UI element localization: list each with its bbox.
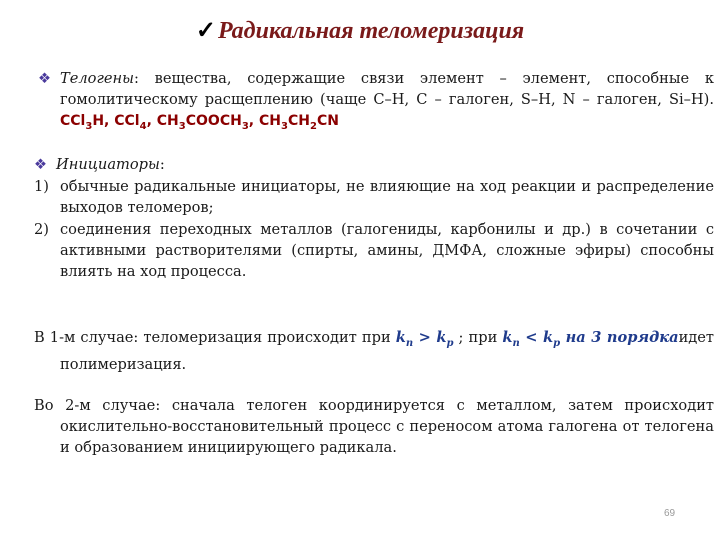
- diamond-bullet-icon: ❖: [34, 156, 48, 173]
- rate-constant-kp: $k_p$: [543, 329, 561, 349]
- rate-constant-kn: $k_n$: [502, 329, 520, 349]
- initiators-heading: ❖ Инициаторы:: [34, 156, 165, 173]
- telogen-formulas: CCl$_3$H, CCl$_4$, $CH_3COOCH_3$, $CH_3CH_2CN$: [60, 113, 339, 132]
- checkmark-icon: ✓: [195, 18, 216, 44]
- formula-3: $CH_3COOCH_3$: [156, 113, 249, 132]
- formula-4: $CH_3CH_2CN$: [259, 113, 339, 132]
- telogens-paragraph: [34, 68, 714, 137]
- diamond-bullet-icon: ❖: [38, 70, 52, 87]
- telogens-text: : вещества, содержащие связи элемент – элемент, способные к гомолитическому расщеплению (чаще C–H, C – галоген, S–H, N – галоген, Si–H).: [60, 70, 714, 108]
- rate-constant-kp: $k_p$: [436, 329, 454, 349]
- slide-title-text: Радикальная теломеризация: [217, 18, 525, 44]
- initiator-item-2: [34, 219, 714, 282]
- list-item-text: соединения переходных металлов (галогениды, карбонилы и др.) в сочетании с активными растворителями (спирты, амины, ДМФА, сложные эфиры) способны влиять на ход процесса.: [60, 221, 714, 280]
- case-1-paragraph: В 1-м случае: теломеризация происходит при $k_n > k_p$ ; при $k_n < k_p$ на 3 порядкаидет полимеризация.: [34, 329, 714, 373]
- telogens-term: Телогены: [60, 70, 134, 87]
- list-number: 1): [34, 178, 49, 195]
- rate-constant-kn: $k_n$: [395, 329, 414, 349]
- slide-title: [0, 16, 720, 45]
- case-2-text: Во 2-м случае: сначала телоген координируется с металлом, затем происходит окислительно-восстановительный процесс с переносом атома галогена от телогена и образованием инициирующего радикала.: [34, 397, 714, 456]
- list-number: 2): [34, 221, 49, 238]
- formula-2: CCl$_4$: [114, 113, 147, 132]
- page-number: 69: [664, 508, 676, 519]
- list-item-text: обычные радикальные инициаторы, не влияющие на ход реакции и распределение выходов теломеров;: [60, 178, 714, 216]
- case-2-paragraph: [34, 395, 714, 458]
- initiator-item-1: [34, 176, 714, 218]
- order-magnitude: на 3 порядка: [560, 329, 679, 346]
- initiators-term: Инициаторы: [56, 156, 160, 173]
- formula-1: CCl$_3$H: [60, 113, 105, 132]
